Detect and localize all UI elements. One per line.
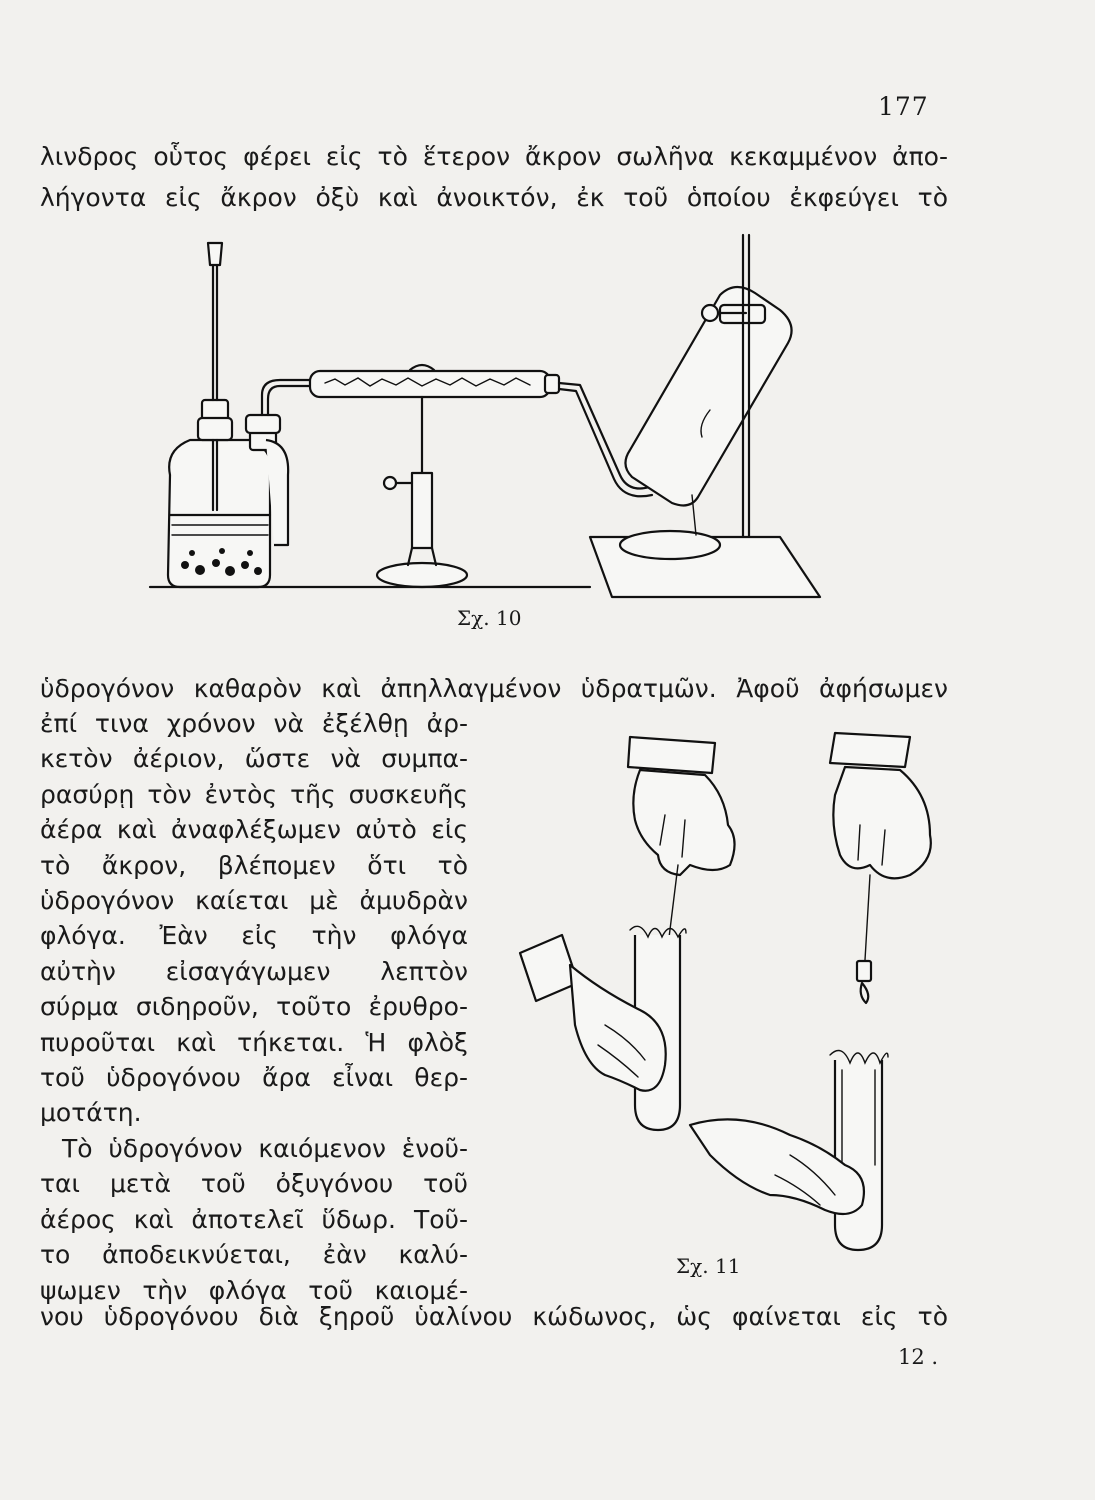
column-line: ψωμεν τὴν φλόγα τοῦ καιομέ-	[40, 1275, 468, 1305]
column-line: αὐτὴν εἰσαγάγωμεν λεπτὸν	[40, 956, 468, 986]
column-line: τοῦ ὑδρογόνου ἄρα εἶναι θερ-	[40, 1063, 468, 1093]
column-line: ρασύρῃ τὸν ἐντὸς τῆς συσκευῆς	[40, 779, 468, 809]
signature-mark: 12 .	[898, 1345, 939, 1369]
column-line: ἀέρος καὶ ἀποτελεῖ ὕδωρ. Τοῦ-	[40, 1204, 468, 1234]
column-line: ἀέρα καὶ ἀναφλέξωμεν αὐτὸ εἰς	[40, 815, 468, 845]
column-line: μοτάτη.	[40, 1098, 142, 1128]
burner-stand	[377, 365, 467, 587]
column-line: ἐπί τινα χρόνον νὰ ἐξέλθῃ ἀρ-	[40, 709, 468, 738]
text-line-bottom: νου ὑδρογόνου διὰ ξηροῦ ὑαλίνου κώδωνος, ὡς φαίνεται εἰς τὸ	[40, 1302, 948, 1331]
text-line-3: ὑδρογόνον καθαρὸν καὶ ἀπηλλαγμένον ὑδρατμῶν. Ἀφοῦ ἀφήσωμεν	[40, 674, 948, 703]
figure-10-apparatus	[150, 225, 830, 610]
column-line: Τὸ ὑδρογόνον καιόμενον ἑνοῦ-	[62, 1133, 468, 1163]
column-line: ὑδρογόνον καίεται μὲ ἀμυδρὰν	[40, 886, 468, 916]
text-line-1: λινδρος οὗτος φέρει εἰς τὸ ἕτερον ἄκρον σωλῆνα κεκαμμένον ἀπο-	[40, 142, 948, 171]
drying-tube	[310, 371, 559, 397]
generator-bottle	[168, 243, 288, 587]
right-upper-hand	[830, 733, 931, 878]
column-line: φλόγα. Ἐὰν εἰς τὴν φλόγα	[40, 921, 468, 951]
column-line: σύρμα σιδηροῦν, τοῦτο ἐρυθρο-	[40, 992, 468, 1022]
column-line: πυροῦται καὶ τήκεται. Ἡ φλὸξ	[40, 1027, 468, 1057]
column-line: κετὸν ἀέριον, ὥστε νὰ συμπα-	[40, 744, 468, 774]
right-test-tube	[830, 1051, 888, 1251]
column-line: ται μετὰ τοῦ ὀξυγόνου τοῦ	[40, 1169, 468, 1199]
column-line: τὸ ἄκρον, βλέπομεν ὅτι τὸ	[40, 850, 468, 880]
figure-11-caption: Σχ. 11	[676, 1254, 741, 1278]
text-column	[40, 706, 468, 1308]
figure-10-caption: Σχ. 10	[457, 606, 522, 630]
base-board	[590, 495, 820, 597]
left-upper-hand	[628, 737, 735, 875]
column-line: το ἀποδεικνύεται, ἐὰν καλύ-	[40, 1240, 468, 1270]
text-line-2: λήγοντα εἰς ἄκρον ὀξὺ καὶ ἀνοικτόν, ἐκ τοῦ ὁποίου ἐκφεύγει τὸ	[40, 183, 948, 212]
page-number: 177	[878, 92, 929, 121]
figure-11-hands-test-tubes	[490, 725, 950, 1265]
